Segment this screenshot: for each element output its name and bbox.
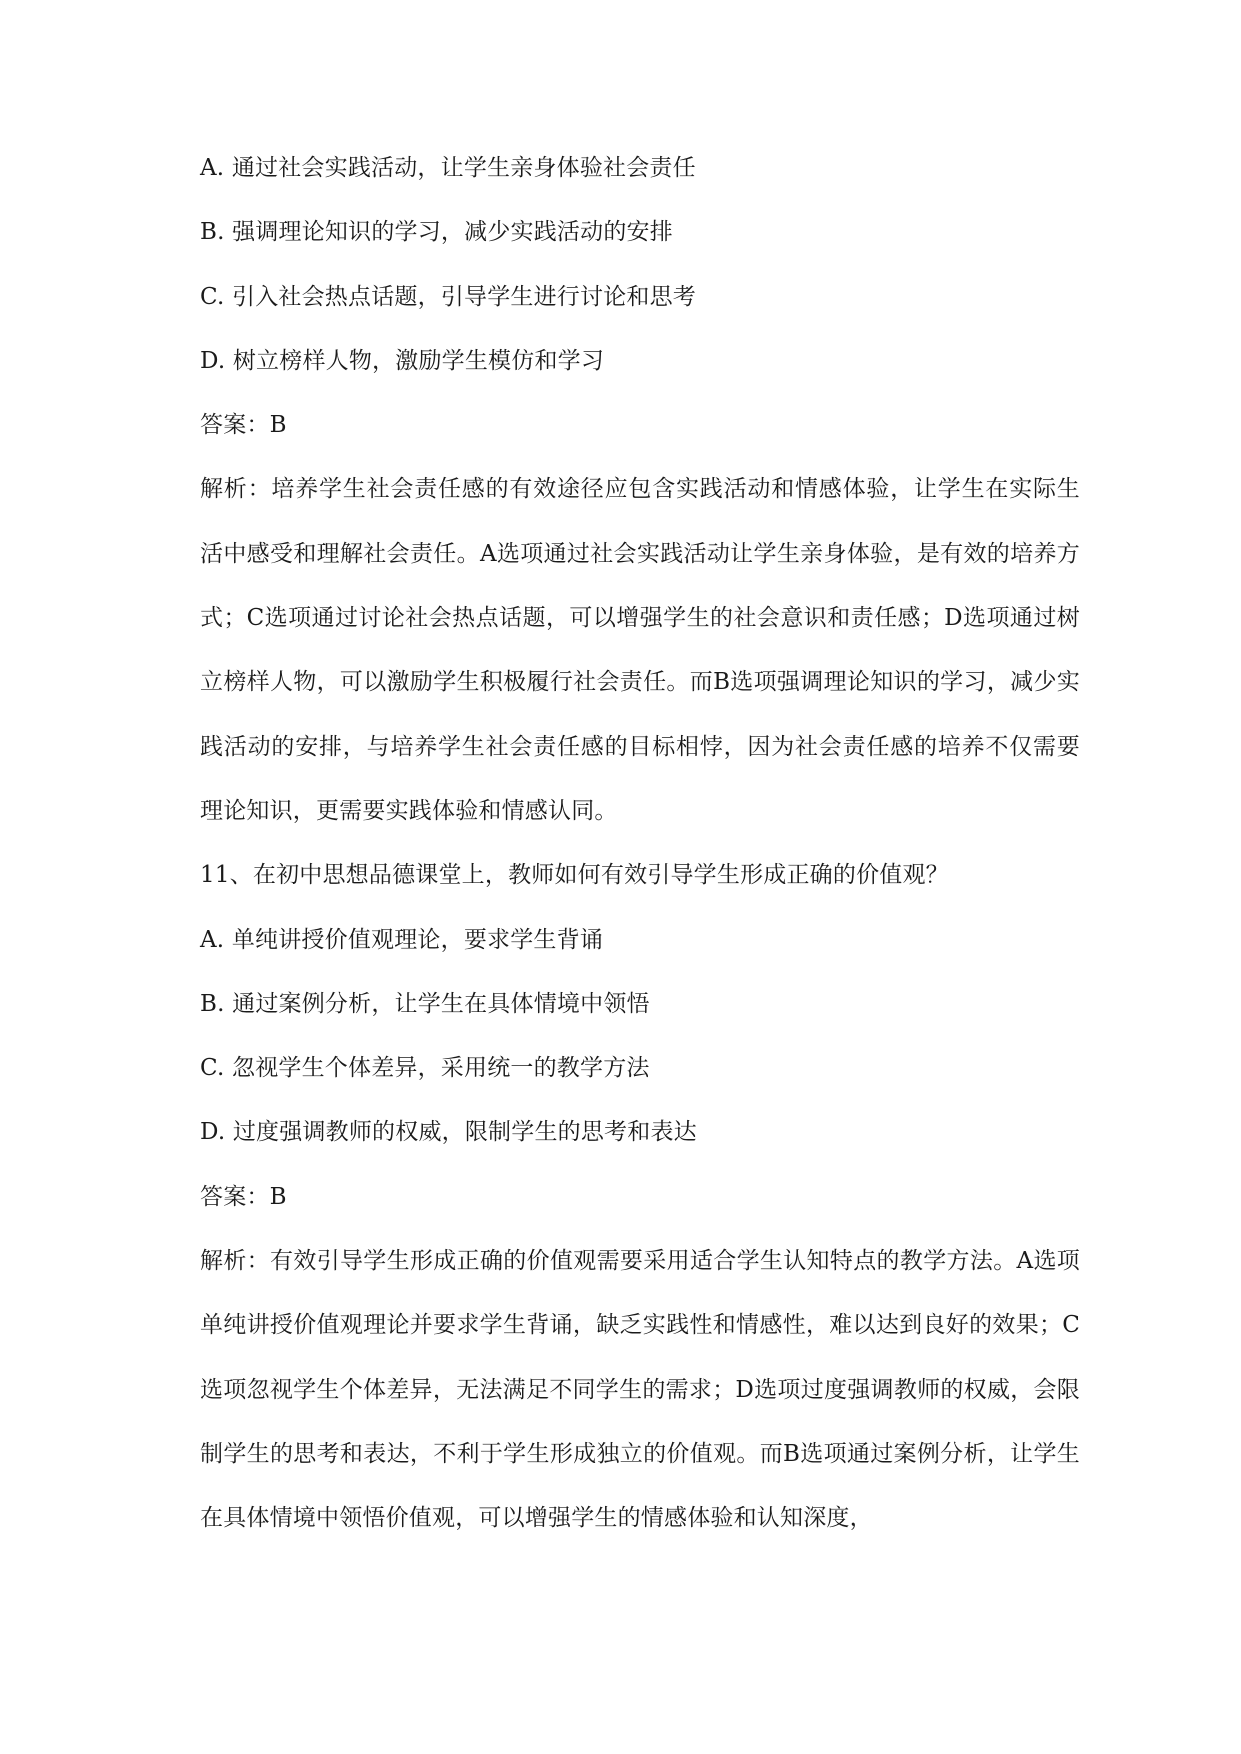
q10-option-c: C. 引入社会热点话题，引导学生进行讨论和思考 xyxy=(200,283,697,310)
q11-option-c: C. 忽视学生个体差异，采用统一的教学方法 xyxy=(200,1055,650,1082)
q11-option-d: D. 过度强调教师的权威，限制学生的思考和表达 xyxy=(200,1119,697,1146)
q10-option-d: D. 树立榜样人物，激励学生模仿和学习 xyxy=(200,347,605,374)
page-content xyxy=(200,136,1080,1551)
q11-option-b: B. 通过案例分析，让学生在具体情境中领悟 xyxy=(200,990,650,1017)
q11-question: 11、在初中思想品德课堂上，教师如何有效引导学生形成正确的价值观？ xyxy=(200,862,949,889)
q10-option-a: A. 通过社会实践活动，让学生亲身体验社会责任 xyxy=(200,155,696,181)
q11-answer: 答案：B xyxy=(200,1183,287,1210)
q11-analysis: 解析：有效引导学生形成正确的价值观需要采用适合学生认知特点的教学方法。A选项单纯讲授价值观理论并要求学生背诵，缺乏实践性和情感性，难以达到良好的效果；C选项忽视学生个体差异，无法满足不同学生的需求；D选项过度强调教师的权威，会限制学生的思考和表达，不利于学生形成独立的价值观。而B选项通过案例分析，让学生在具体情境中领悟价值观，可以增强学生的情感体验和认知深度， xyxy=(200,1248,1080,1532)
q10-answer: 答案：B xyxy=(200,412,287,439)
q10-option-b: B. 强调理论知识的学习，减少实践活动的安排 xyxy=(200,219,673,246)
q11-option-a: A. 单纯讲授价值观理论，要求学生背诵 xyxy=(200,926,604,953)
q10-analysis: 解析：培养学生社会责任感的有效途径应包含实践活动和情感体验，让学生在实际生活中感受和理解社会责任。A选项通过社会实践活动让学生亲身体验，是有效的培养方式；C选项通过讨论社会热点话题，可以增强学生的社会意识和责任感；D选项通过树立榜样人物，可以激励学生积极履行社会责任。而B选项强调理论知识的学习，减少实践活动的安排，与培养学生社会责任感的目标相悖，因为社会责任感的培养不仅需要理论知识，更需要实践体验和情感认同。 xyxy=(200,476,1080,824)
